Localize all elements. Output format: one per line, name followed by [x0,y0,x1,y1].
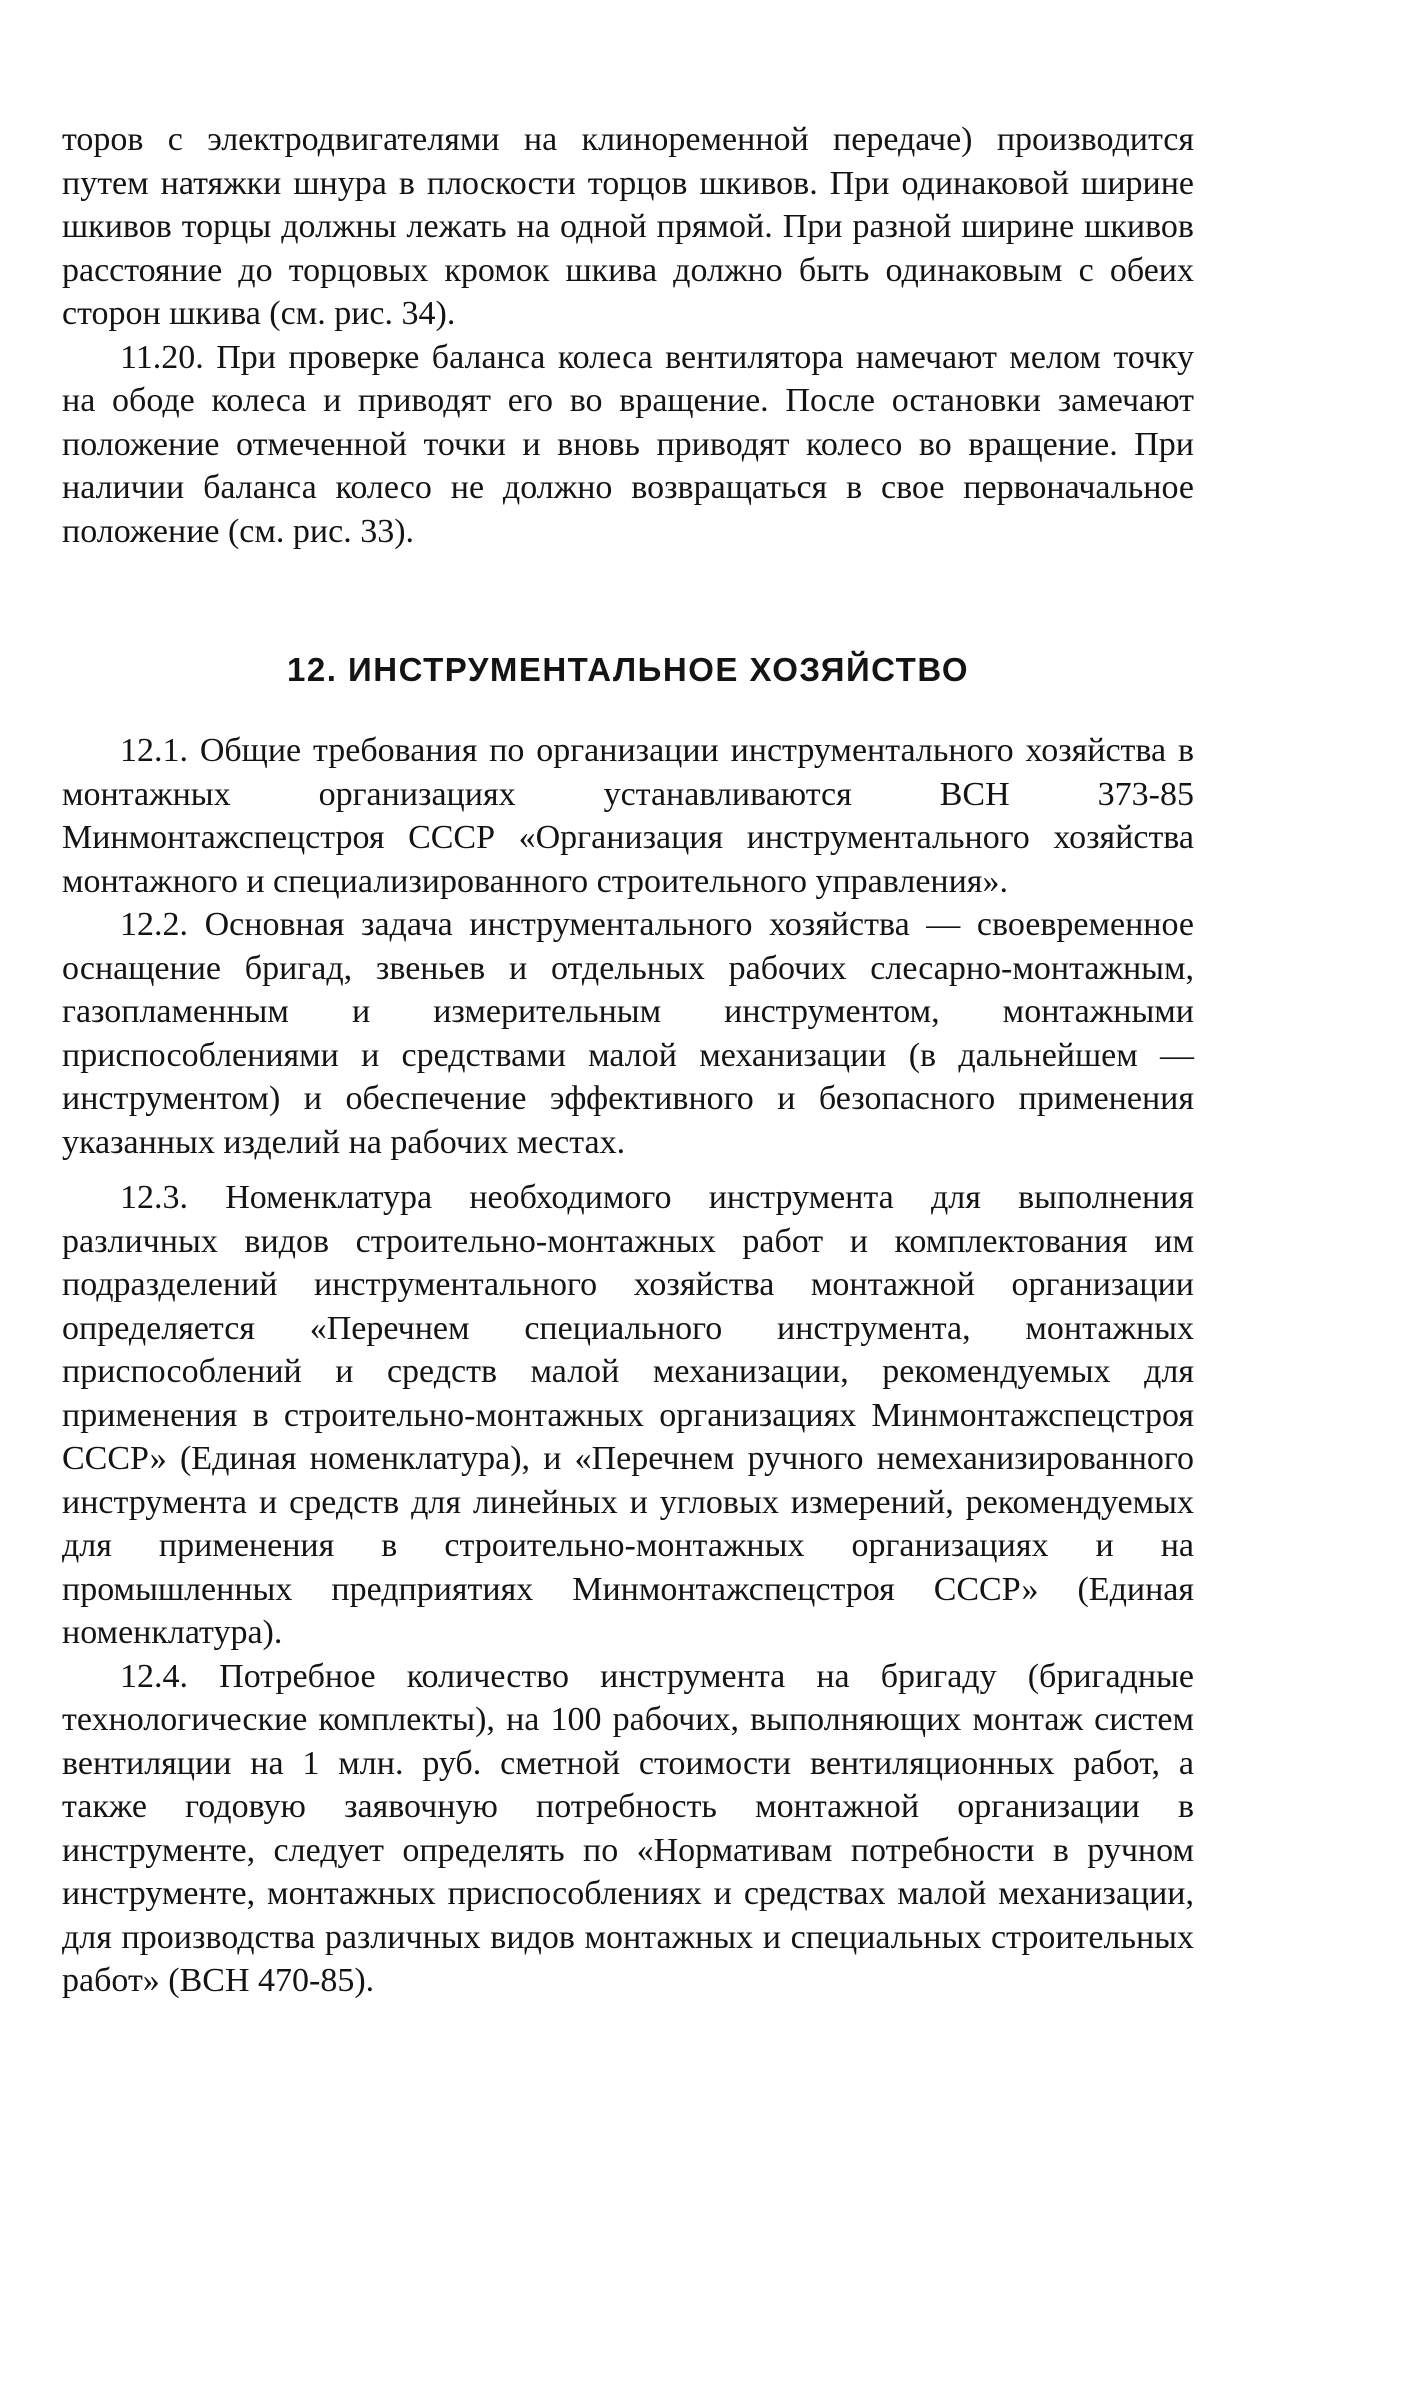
paragraph-number: 12.3. [120,1179,188,1216]
paragraph-number: 12.1. [120,732,188,769]
paragraph-12-1 [62,729,1194,903]
paragraph-12-4 [62,1655,1194,2003]
paragraph-12-2 [62,903,1194,1164]
paragraph-text: Номенклатура необходимого инструмента для выполнения различных видов строительно-монтажных работ и комплектования им подразделений инструментального хозяйства монтажной организации определяется «Перечнем специального инструмента, монтажных приспособлений и средств малой механизации, рекомендуемых для применения в строительно-монтажных организациях Минмонтажспецстроя СССР» (Единая номенклатура), и «Перечнем ручного немеханизированного инструмента и средств для линейных и угловых измерений, рекомендуемых для применения в строительно-монтажных организациях и на промышленных предприятиях Минмонтажспецстроя СССР» (Единая номенклатура). [62,1179,1195,1651]
paragraph-text: Потребное количество инструмента на бригаду (бригадные технологические комплекты), на 100 рабочих, выполняющих монтаж систем вентиляции на 1 млн. руб. сметной стоимости вентиляционных работ, а также годовую заявочную потребность монтажной организации в инструменте, следует определять по «Нормативам потребности в ручном инструменте, монтажных приспособлениях и средствах малой механизации, для производства различных видов монтажных и специальных строительных работ» (ВСН 470-85). [62,1657,1194,1999]
intro-paragraph: торов с электродвигателями на клиноременной передаче) производится путем натяжки шнура в плоскости торцов шкивов. При одинаковой ширине шкивов торцы должны лежать на одной прямой. При разной ширине шкивов расстояние до торцовых кромок шкива должно быть одинаковым с обеих сторон шкива (см. рис. 34). [62,121,1194,332]
paragraph-text: Общие требования по организации инструментального хозяйства в монтажных организациях устанавливаются ВСН 373-85 Минмонтажспецстроя СССР «Организация инструментального хозяйства монтажного и специализированного строительного управления». [62,732,1194,900]
section-heading: 12. ИНСТРУМЕНТАЛЬНОЕ ХОЗЯЙСТВО [286,651,970,688]
paragraph-number: 12.2. [120,906,188,943]
paragraph-text: Основная задача инструментального хозяйства — своевременное оснащение бригад, звеньев и отдельных рабочих слесарно-монтажным, газопламенным и измерительным инструментом, монтажными приспособлениями и средствами малой механизации (в дальнейшем — инструментом) и обеспечение эффективного и безопасного применения указанных изделий на рабочих местах. [62,906,1194,1161]
paragraph-text: При проверке баланса колеса вентилятора намечают мелом точку на ободе колеса и приводят его во вращение. После остановки замечают положение отмеченной точки и вновь приводят колесо во вращение. При наличии баланса колесо не должно возвращаться в свое первоначальное положение (см. рис. 33). [62,338,1194,550]
paragraph-11-20 [62,336,1194,554]
paragraph-12-3 [62,1176,1194,1655]
paragraph-number: 11.20. [120,338,204,376]
paragraph-number: 12.4. [120,1657,188,1695]
document-page [62,118,1194,2003]
